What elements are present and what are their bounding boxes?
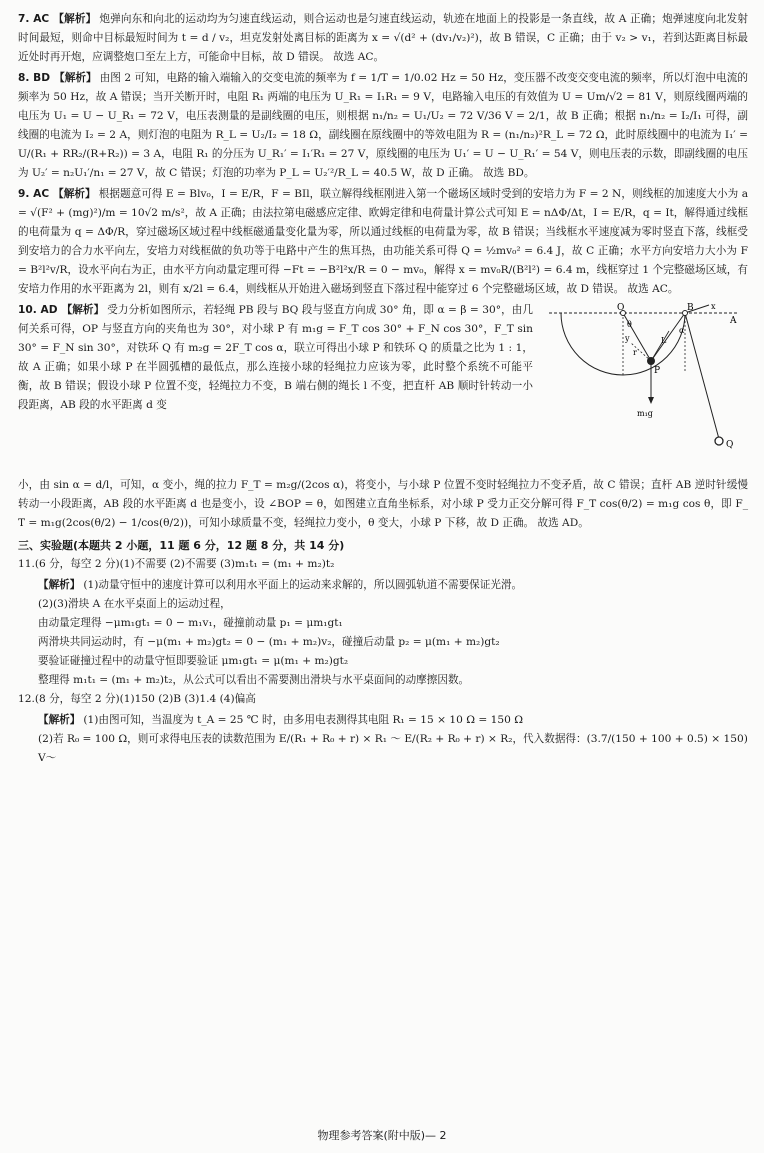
label-q: Q <box>726 440 734 450</box>
answer-q7 <box>18 10 748 67</box>
answer-number: 9. AC <box>18 188 50 200</box>
answer-q10-bottom: 小，由 sin α = d/l，可知，α 变小，绳的拉力 F_T = m₂g/(2cos α)，将变小，与小球 P 位置不变时轻绳拉力不变矛盾，故 C 错误；直杆 AB 逆时针缓慢转动一小段距离，AB 段的水平距离 d 也是变小，设 ∠BOP = θ，如图建立直角坐标系，对小球 P 受力正交分解可得 F_T cos(θ/2) = m₁g cos θ，即 F_T = m₁g(2cos(θ/2) − 1/cos(θ/2))，可知小球质量不变，轻绳拉力变小，θ 变大，小球 P 下移，故 D 正确。 故选 AD。 <box>18 479 748 529</box>
section-heading: 三、实验题(本题共 2 小题，11 题 6 分，12 题 8 分，共 14 分) <box>18 539 345 552</box>
answer-text: 根据题意可得 E = Blv₀，I = E/R，F = BIl，联立解得线框刚进入第一个磁场区域时受到的安培力为 F = 2 N，则线框的加速度大小为 a = √(F² + (mg)²)/m = 10√2 m/s²，故 A 正确；由法拉第电磁感应定律、欧姆定律和电荷量计算公式可知 E = nΔΦ/Δt，I = E/R，q = It，解得通过线框的电荷量为 q = ΔΦ/R，穿过磁场区域过程中线框磁通量变化量为零，所以通过线框的电荷量为零，故 B 错误；当线框水平速度减为零时竖直下落，线框受到安培力的合力水平向左，安培力对线框做的负功等于电路中产生的焦耳热，由功能关系可得 Q = ½mv₀² = 6.4 J，故 C 正确；水平方向安培力大小为 F = B²l²v/R，设水平向右为正，由水平方向动量定理可得 −Ft = −B²l²x/R = 0 − mv₀，解得 x = mv₀R/(B²l²) = 6.4 m，线框穿过 1 个完整磁场区域，有安培力作用的水平距离为 2l，则有 x/2l = 6.4，则线框从开始进入磁场到竖直下落过程中能穿过 6 个完整磁场区域，故 D 错误。 故选 AC。 <box>18 188 749 295</box>
answer-line: 整理得 m₁t₁ = (m₁ + m₂)t₂，从公式可以看出不需要测出滑块与水平桌面间的动摩擦因数。 <box>38 674 470 686</box>
label-x: x <box>711 302 716 311</box>
analysis-tag: 【解析】 <box>38 579 81 591</box>
analysis-tag: 【解析】 <box>53 13 97 25</box>
answer-text: 炮弹向东和向北的运动均为匀速直线运动，则合运动也是匀速直线运动，轨迹在地面上的投影是一条直线，故 A 正确；炮弹速度向北发射时间最短，则命中目标最短时间为 t = d / v₂，坦克发射处离目标的距离为 x = √(d² + (dv₁/v₂)²)，故 B 错误，C 正确；由于 v₂ > v₁，若到达距离目标最近处时再开炮，应调整炮口至左上方，可能命中目标，故 D 错误。 故选 AC。 <box>18 13 749 63</box>
answer-line: 要验证碰撞过程中的动量守恒即要验证 μm₁gt₁ = μ(m₁ + m₂)gt₂ <box>38 655 349 667</box>
label-theta: θ <box>627 320 632 329</box>
analysis-tag: 【解析】 <box>61 304 105 316</box>
answer-text: 由图 2 可知，电路的输入端输入的交变电流的频率为 f = 1/T = 1/0.02 Hz = 50 Hz，变压器不改变交变电流的频率，所以灯泡中电流的频率为 50 Hz，故 A 错误；当开关断开时，电阻 R₁ 两端的电压为 U_R₁ = I₁R₁ = 9 V，电路输入电压的有效值为 U = Um/√2 = 81 V，则原线圈两端的电压为 U₁ = U − U_R₁ = 72 V，电压表测量的是副线圈的电压，则根据 n₁/n₂ = U₁/U₂ = 72 V/36 V = 2/1，故 B 正确；根据 n₁/n₂ = I₂/I₁ 可得，副线圈的电流为 I₂ = 2 A，则灯泡的电阻为 R_L = U₂/I₂ = 18 Ω，副线圈在原线圈中的等效电阻为 R = (n₁/n₂)²R_L = 72 Ω，此时原线圈中的电流为 I₁′ = U/(R₁ + RR₂/(R+R₂)) = 3 A，电阻 R₁ 的分压为 U_R₁′ = I₁′R₁ = 27 V，原线圈的电压为 U₁′ = U − U_R₁′ = 54 V，则电压表的示数，即副线圈的电压为 U₂′ = n₂U₁′/n₁ = 27 V，故 C 错误；灯泡的功率为 P_L = U₂′²/R_L = 40.5 W，故 D 正确。 故选 BD。 <box>18 72 749 179</box>
answer-q11-head: 11.(6 分，每空 2 分)(1)不需要 (2)不需要 (3)m₁t₁ = (m₁ + m₂)t₂ <box>18 558 335 570</box>
answer-q12-analysis <box>18 711 748 730</box>
answer-text: 受力分析如图所示，若轻绳 PB 段与 BQ 段与竖直方向成 30° 角，即 α = β = 30°，由几何关系可得，OP 与竖直方向的夹角也为 30°，对小球 P 有 m₁g = F_T cos 30° + F_N cos 30°，F_T sin 30° = F_N sin 30°，对铁环 Q 有 m₂g = 2F_T cos α，联立可得出小球 P 和铁环 Q 的质量之比为 1 : 1，故 A 正确；如果小球 P 在半圆弧槽的最低点，那么连接小球的轻绳拉力应该为零，此时整个系统不可能平衡，故 B 错误；假设小球 P 位置不变，轻绳拉力不变，B 端右侧的绳长 l 不变，把直杆 AB 顺时针转动一小段距离，AB 段的水平距离 d 变 <box>18 304 534 411</box>
label-y: y <box>625 334 630 343</box>
label-o: O <box>617 303 625 313</box>
label-a: A <box>730 316 737 326</box>
answer-number: 7. AC <box>18 13 50 25</box>
answer-line: (2)(3)滑块 A 在水平桌面上的运动过程， <box>38 598 231 610</box>
label-alpha: α <box>679 326 685 335</box>
answer-q9 <box>18 185 748 299</box>
label-p: P <box>654 366 661 376</box>
analysis-tag: 【解析】 <box>54 72 97 84</box>
answer-q10-top <box>18 301 533 474</box>
page-footer: 物理参考答案(附中版)— 2 <box>317 1129 447 1142</box>
answer-line: (1)由图可知，当温度为 t_A = 25 ℃ 时，由多用电表测得其电阻 R₁ = 15 × 10 Ω = 150 Ω <box>83 714 524 726</box>
analysis-tag: 【解析】 <box>53 188 96 200</box>
answer-line: 两滑块共同运动时，有 −μ(m₁ + m₂)gt₂ = 0 − (m₁ + m₂)v₂，碰撞后动量 p₂ = μ(m₁ + m₂)gt₂ <box>38 636 500 648</box>
answer-q11-analysis <box>18 576 748 595</box>
label-l: L <box>661 336 667 345</box>
answer-number: 8. BD <box>18 72 51 84</box>
answer-q8 <box>18 69 748 183</box>
answer-line: (2)若 R₀ = 100 Ω，则可求得电压表的读数范围为 E/(R₁ + R₀ + r) × R₁ ～ E/(R₂ + R₀ + r) × R₂，代入数据得：(3.7/(150 + 100 + 0.5) × 150) V～ <box>38 733 748 764</box>
label-r: r <box>633 348 637 357</box>
answer-line: 由动量定理得 −μm₁gt₁ = 0 − m₁v₁，碰撞前动量 p₁ = μm₁gt₁ <box>38 617 343 629</box>
answer-q12-head: 12.(8 分，每空 2 分)(1)150 (2)B (3)1.4 (4)偏高 <box>18 693 256 705</box>
force-diagram <box>541 301 741 476</box>
answer-q10 <box>18 301 748 476</box>
label-b: B <box>687 303 694 313</box>
answer-number: 10. AD <box>18 304 58 316</box>
label-mg: m₁g <box>637 409 653 418</box>
answer-line: (1)动量守恒中的速度计算可以利用水平面上的运动来求解的，所以圆弧轨道不需要保证光滑。 <box>83 579 523 591</box>
analysis-tag: 【解析】 <box>38 714 81 726</box>
